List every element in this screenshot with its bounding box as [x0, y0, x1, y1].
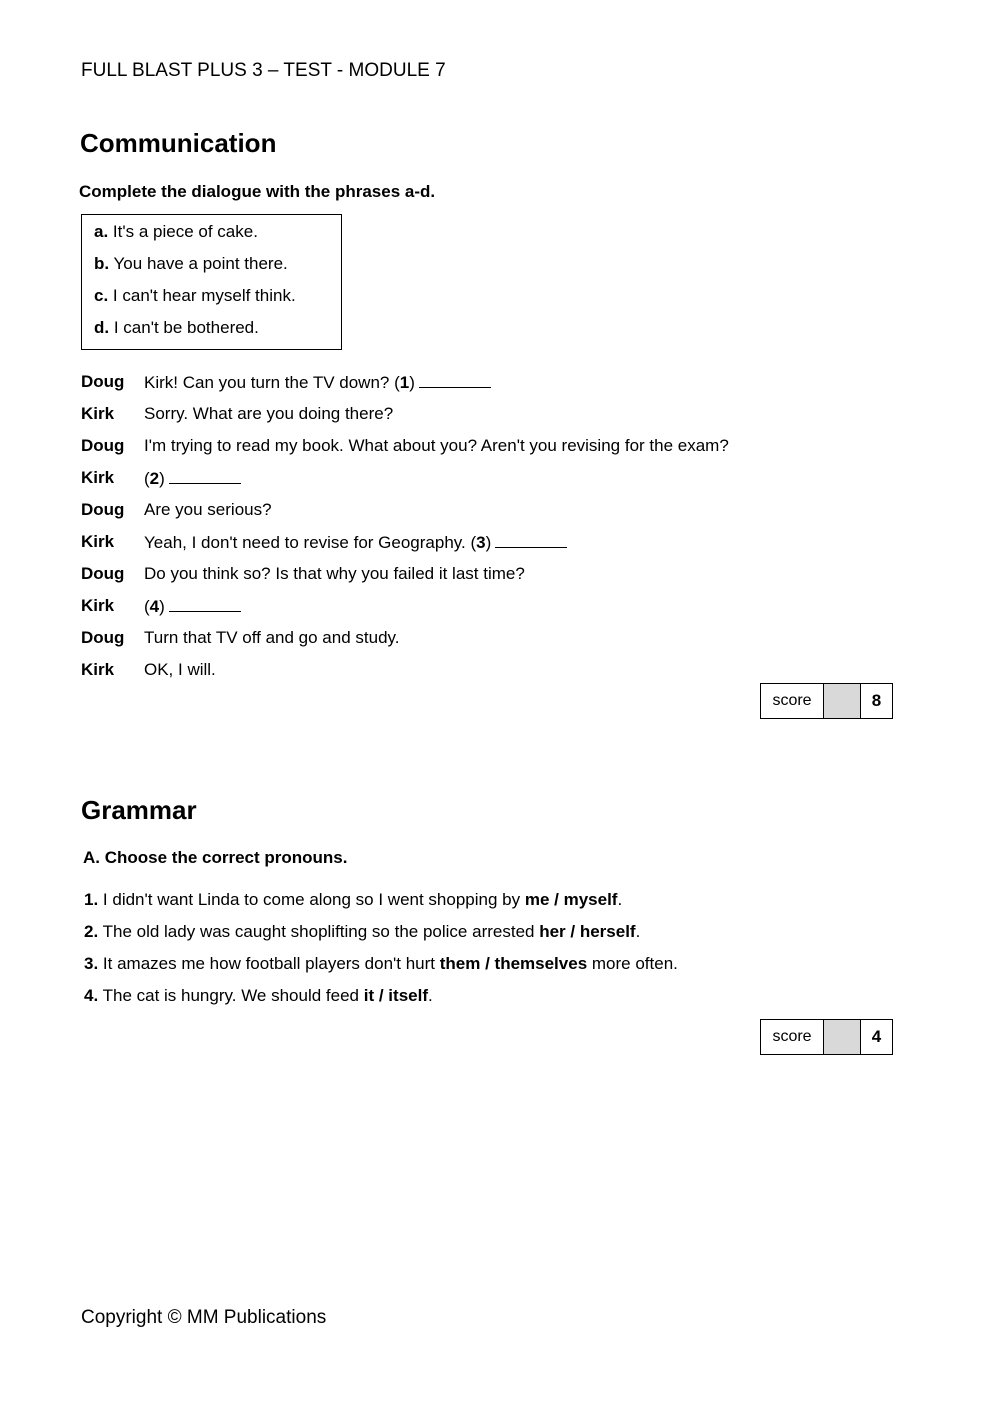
score-total: 8 [871, 691, 882, 710]
communication-score-box [760, 683, 893, 719]
speaker: Kirk [81, 468, 115, 487]
speaker: Doug [81, 500, 125, 519]
pronoun-choice[interactable]: her / herself [539, 922, 636, 941]
score-input[interactable] [824, 1020, 861, 1054]
speaker: Doug [81, 436, 125, 455]
answer-blank-3[interactable] [495, 531, 567, 548]
score-total: 4 [871, 1027, 882, 1046]
pronoun-choice[interactable]: them / themselves [439, 954, 588, 973]
score-label: score [761, 684, 824, 718]
list-item: 4. The cat is hungry. We should feed it / itself. [84, 986, 433, 1005]
phrase-item: b. You have a point there. [94, 254, 288, 273]
speaker: Doug [81, 564, 125, 583]
speaker: Doug [81, 628, 125, 647]
list-item: 3. It amazes me how football players don't hurt them / themselves more often. [84, 954, 678, 973]
speaker: Kirk [81, 404, 115, 423]
grammar-list [84, 889, 678, 1017]
communication-title: Communication [80, 128, 277, 158]
phrase-item: c. I can't hear myself think. [94, 286, 296, 305]
list-item: 2. The old lady was caught shoplifting so the police arrested her / herself. [84, 922, 641, 941]
score-input[interactable] [824, 684, 861, 718]
answer-blank-4[interactable] [169, 595, 241, 612]
page-header: FULL BLAST PLUS 3 – TEST - MODULE 7 [81, 60, 446, 81]
grammar-instruction: A. Choose the correct pronouns. [83, 848, 348, 867]
pronoun-choice[interactable]: me / myself [524, 890, 618, 909]
answer-blank-1[interactable] [419, 371, 491, 388]
phrase-item: d. I can't be bothered. [94, 318, 259, 337]
speaker: Kirk [81, 532, 115, 551]
phrase-box [81, 214, 342, 350]
speaker: Kirk [81, 596, 115, 615]
answer-blank-2[interactable] [169, 467, 241, 484]
pronoun-choice[interactable]: it / itself [363, 986, 428, 1005]
score-label: score [761, 1020, 824, 1054]
list-item: 1. I didn't want Linda to come along so I went shopping by me / myself. [84, 890, 623, 909]
speaker: Kirk [81, 660, 115, 679]
speaker: Doug [81, 372, 125, 391]
phrase-item: a. It's a piece of cake. [94, 222, 258, 241]
communication-instruction: Complete the dialogue with the phrases a-d. [79, 182, 436, 201]
copyright-footer: Copyright © MM Publications [81, 1307, 327, 1328]
grammar-title: Grammar [81, 795, 197, 825]
grammar-score-box [760, 1019, 893, 1055]
